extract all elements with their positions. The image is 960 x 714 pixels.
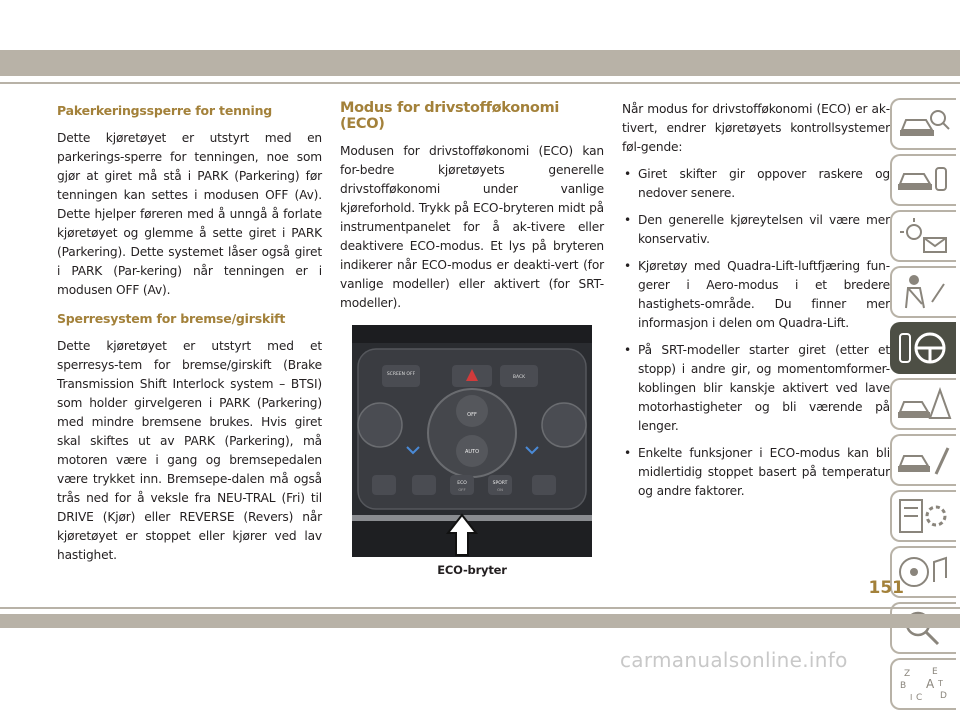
warning-lights-icon [896,216,952,256]
list-item [622,341,890,436]
bullet-symbol: • [624,446,632,460]
eco-effects-list [622,165,890,501]
bullet-symbol: • [624,213,632,227]
figure-caption: ECO-bryter [437,563,507,577]
svg-text:A: A [926,677,935,691]
tab-in-case-of-emergency[interactable] [890,378,956,430]
tab-vehicle-keys[interactable] [890,154,956,206]
list-item [622,165,890,203]
top-divider [0,82,960,84]
paragraph-eco-intro: Når modus for drivstofføkonomi (ECO) er ak-tivert, endrer kjøretøyets kontrollsystemer føl-gende: [622,102,890,154]
tab-servicing-and-maintenance[interactable] [890,434,956,486]
left-column [57,100,322,565]
steering-wheel-icon [896,328,952,368]
eco-off-label: OFF [458,487,466,492]
left-temperature-knob [358,403,402,447]
list-item [622,257,890,333]
tab-safety[interactable] [890,266,956,318]
svg-text:I: I [910,693,913,702]
auto-label: AUTO [464,449,480,455]
heading-ignition-park-interlock: Pakerkeringssperre for tenning [57,103,273,118]
climate-panel-illustration [352,325,592,557]
sport-on-label: ON [497,487,503,492]
list-item-text: Giret skifter gir oppover raskere og nedover senere. [638,167,890,200]
list-item [622,211,890,249]
paragraph-eco-mode: Modusen for drivstofføkonomi (ECO) kan for-bedre kjøretøyets generelle drivstofføkonomi under vanlige kjøreforhold. Trykk på ECO-bryteren midt på instrumentpanelet for å ak-tivere eller deaktivere ECO-modus. Et lys på bryteren indikerer når ECO-modus er deakti-vert (for vanlige modeller) eller aktivert (for SRT-modeller). [340,144,604,310]
parking-assist-button [372,475,396,495]
tab-getting-to-know-vehicle[interactable] [890,98,956,150]
list-item-text: Den generelle kjøreytelsen vil være mer konservativ. [638,213,890,246]
sport-button-label: SPORT [492,481,508,486]
top-decorative-band [0,50,960,76]
eco-button-label: ECO [457,481,467,486]
list-item-text: Enkelte funksjoner i ECO-modus kan bli midlertidig stoppet basert på temperatur og andre faktorer. [638,446,890,498]
tab-index[interactable] [890,658,956,710]
seat-belt-icon [896,272,952,312]
car-key-icon [896,160,952,200]
right-temperature-knob [542,403,586,447]
back-label: BACK [512,375,526,380]
bottom-decorative-band [0,614,960,628]
car-wrench-icon [896,440,952,480]
paragraph-ignition-park-interlock: Dette kjøretøyet er utstyrt med en parkerings-sperre for tenningen, noe som gjør at giret må stå i PARK (Parkering) før tenningen kan settes i modusen OFF (Av). Dette hjelper føreren med å unngå å forlate kjøretøyet og glemme å sette giret i PARK (Parkering). Dette systemet låser også giret i PARK (Par-kering) når tenningen er i modusen OFF (Av). [57,131,322,297]
tab-customer-assistance[interactable] [890,602,956,654]
tab-technical-specifications[interactable] [890,490,956,542]
screen-off-label: SCREEN OFF [386,372,416,377]
svg-text:C: C [916,693,923,703]
list-item-text: Kjøretøy med Quadra-Lift-luftfjæring fun-gerer i Aero-modus i et bredere hastighets-område. Du finner mer informasjon i delen om Quadra-Lift. [638,259,890,330]
tab-instrument-panel[interactable] [890,210,956,262]
svg-text:E: E [932,667,938,677]
index-letters-icon [896,664,952,704]
bottom-divider [0,607,960,609]
list-item-text: På SRT-modeller starter giret (etter et stopp) i andre gir, og momentomformer-koblingen blir kanskje aktivert ved lave motorhastigheter og bli værende på lenger. [638,343,890,433]
svg-text:T: T [938,679,943,688]
tab-starting-and-operating[interactable] [890,322,956,374]
roadside-warning-icon [896,384,952,424]
watermark: carmanualsonline.info [620,648,848,672]
rear-defrost-button [532,475,556,495]
svg-text:D: D [940,691,947,701]
page-number: 151 [868,578,904,598]
fan-off-label: OFF [467,412,477,418]
eco-switch-photo [352,325,592,557]
list-item [622,444,890,501]
svg-text:Z: Z [904,669,911,679]
bullet-symbol: • [624,343,632,357]
bullet-symbol: • [624,167,632,181]
paragraph-btsi: Dette kjøretøyet er utstyrt med et sperresys-tem for bremse/girskift (Brake Transmission Shift Interlock system – BTSI) som holder girvelgeren i PARK (Parkering) med mindre bremsene brukes. Hvis giret skal skiftes ut av PARK (Parkering), må motoren være i gang og bremsepedalen være trykket inn. Bremsepe-dalen må også trås ned for å veksle fra NEU-TRAL (Fri) til DRIVE (Kjør) eller REVERSE (Revers) når kjøretøyet er stoppet eller kjører ved lav hastighet. [57,339,322,562]
bullet-symbol: • [624,259,632,273]
heading-btsi: Sperresystem for bremse/girskift [57,311,286,326]
multimedia-icon [896,552,952,592]
auto-stop-button [412,475,436,495]
heading-eco-mode: Modus for drivstofføkonomi (ECO) [340,100,560,132]
svg-text:B: B [900,681,907,691]
car-search-icon [896,104,952,144]
specifications-gear-icon [896,496,952,536]
middle-column [340,100,604,577]
right-column [622,100,890,509]
